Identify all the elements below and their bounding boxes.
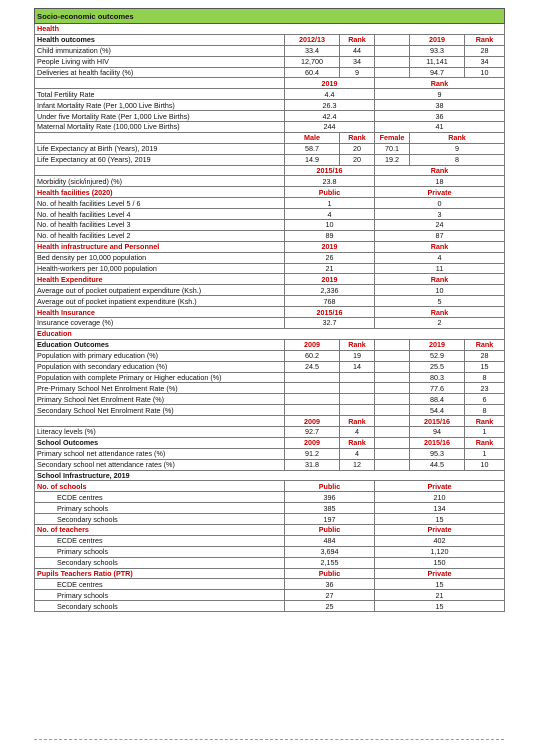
table-row [35,514,505,525]
table-row [35,590,505,601]
value-cell: 385 [285,503,375,514]
column-header-row [35,339,505,350]
column-header-row [35,437,505,448]
table-row [35,285,505,296]
value-cell: 25 [285,601,375,612]
value-cell: 15 [375,601,505,612]
row-label: Population with primary education (%) [35,350,285,361]
row-label: No. of health facilities Level 5 / 6 [35,198,285,209]
value-cell: 38 [375,100,505,111]
row-label: People Living with HIV [35,56,285,67]
row-label: Deliveries at health facility (%) [35,67,285,78]
value-cell: 41 [375,122,505,133]
table-title: Socio-economic outcomes [35,9,505,24]
row-label: Maternal Mortality Rate (100,000 Live Births) [35,122,285,133]
table-row [35,394,505,405]
row-label: No. of health facilities Level 4 [35,209,285,220]
column-header: Rank [465,339,505,350]
value-cell: 77.6 [410,383,465,394]
column-header: Public [285,524,375,535]
value-cell: 11 [375,263,505,274]
table-row [35,383,505,394]
column-header-row [35,78,505,89]
value-cell [375,448,410,459]
table-row [35,492,505,503]
table-row [35,230,505,241]
row-label: No. of schools [35,481,285,492]
value-cell: 26 [285,252,375,263]
row-label: Population with complete Primary or Higher education (%) [35,372,285,383]
value-cell: 134 [375,503,505,514]
table-row [35,405,505,416]
value-cell [375,405,410,416]
value-cell: 27 [285,590,375,601]
column-header: 2015/16 [410,416,465,427]
table-row [35,122,505,133]
section-heading-row [35,328,505,339]
table-row [35,448,505,459]
column-header: Rank [375,274,505,285]
table-row [35,45,505,56]
row-label: Life Expectancy at Birth (Years), 2019 [35,143,285,154]
value-cell [375,383,410,394]
row-label: Health facilities (2020) [35,187,285,198]
table-row [35,361,505,372]
table-row [35,426,505,437]
column-header: 2012/13 [285,34,340,45]
row-label: Insurance coverage (%) [35,318,285,329]
column-header-row [35,416,505,427]
value-cell [375,459,410,470]
value-cell: 2 [375,318,505,329]
row-label: Infant Mortality Rate (Per 1,000 Live Births) [35,100,285,111]
column-header: 2019 [285,241,375,252]
subsection-heading: School Infrastructure, 2019 [35,470,505,481]
row-label: Health-workers per 10,000 population [35,263,285,274]
value-cell: 58.7 [285,143,340,154]
row-label: ECDE centres [35,535,285,546]
column-header: Rank [375,165,505,176]
value-cell: 36 [285,579,375,590]
table-row [35,372,505,383]
column-header: Public [285,568,375,579]
table-row [35,252,505,263]
row-label: Primary schools [35,590,285,601]
column-header: Rank [375,78,505,89]
value-cell: 1 [465,426,505,437]
column-header: 2015/16 [285,307,375,318]
value-cell: 34 [465,56,505,67]
column-header-row [35,187,505,198]
value-cell: 12,700 [285,56,340,67]
table-row [35,56,505,67]
value-cell: 396 [285,492,375,503]
column-header: Male [285,132,340,143]
value-cell: 3 [375,209,505,220]
value-cell [285,383,340,394]
value-cell: 26.3 [285,100,375,111]
row-label: Primary school net attendance rates (%) [35,448,285,459]
value-cell: 94 [410,426,465,437]
column-header: Female [375,132,410,143]
column-header-row [35,241,505,252]
value-cell: 88.4 [410,394,465,405]
column-header-row [35,524,505,535]
value-cell: 1 [285,198,375,209]
table-row [35,143,505,154]
value-cell [375,350,410,361]
value-cell: 15 [375,579,505,590]
value-cell [375,426,410,437]
row-label: Bed density per 10,000 population [35,252,285,263]
column-header: Public [285,481,375,492]
row-label: No. of health facilities Level 2 [35,230,285,241]
column-header: Private [375,481,505,492]
column-header-row [35,132,505,143]
table-row [35,263,505,274]
value-cell: 28 [465,45,505,56]
table-row [35,209,505,220]
value-cell: 93.3 [410,45,465,56]
value-cell: 4 [340,448,375,459]
table-row [35,154,505,165]
row-label [35,78,285,89]
row-label: Child immunization (%) [35,45,285,56]
column-header: Rank [340,339,375,350]
column-header-row [35,307,505,318]
column-header: 2009 [285,416,340,427]
column-header: 2019 [285,78,375,89]
value-cell: 4.4 [285,89,375,100]
row-label: No. of teachers [35,524,285,535]
column-header: Rank [465,437,505,448]
value-cell: 89 [285,230,375,241]
value-cell: 20 [340,143,375,154]
column-header: Rank [375,307,505,318]
value-cell [285,394,340,405]
value-cell: 6 [465,394,505,405]
row-label: Pre-Primary School Net Enrolment Rate (%) [35,383,285,394]
row-label [35,132,285,143]
section-heading-row [35,24,505,35]
row-label: Health outcomes [35,34,285,45]
row-label: Primary schools [35,503,285,514]
value-cell: 42.4 [285,111,375,122]
table-row [35,535,505,546]
column-header: Rank [340,437,375,448]
value-cell: 3,694 [285,546,375,557]
value-cell: 28 [465,350,505,361]
table-row [35,503,505,514]
column-header [375,437,410,448]
row-label: Pupils Teachers Ratio (PTR) [35,568,285,579]
table-row [35,350,505,361]
value-cell: 70.1 [375,143,410,154]
socio-economic-table [34,8,505,612]
value-cell [340,394,375,405]
value-cell [375,372,410,383]
value-cell: 197 [285,514,375,525]
row-label: Primary schools [35,546,285,557]
row-label: Under five Mortality Rate (Per 1,000 Live Births) [35,111,285,122]
column-header: Private [375,568,505,579]
value-cell [375,56,410,67]
column-header: 2009 [285,339,340,350]
value-cell: 52.9 [410,350,465,361]
row-label: ECDE centres [35,492,285,503]
row-label: Primary School Net Enrolment Rate (%) [35,394,285,405]
table-row [35,220,505,231]
value-cell: 11,141 [410,56,465,67]
value-cell: 14.9 [285,154,340,165]
value-cell: 8 [465,405,505,416]
value-cell: 31.8 [285,459,340,470]
column-header: Private [375,187,505,198]
column-header [375,416,410,427]
column-header: 2015/16 [285,165,375,176]
value-cell: 4 [340,426,375,437]
value-cell: 12 [340,459,375,470]
column-header: Rank [375,241,505,252]
value-cell: 10 [465,459,505,470]
row-label: Literacy levels (%) [35,426,285,437]
value-cell: 36 [375,111,505,122]
value-cell: 244 [285,122,375,133]
row-label: No. of health facilities Level 3 [35,220,285,231]
column-header: Rank [340,132,375,143]
row-label: Secondary schools [35,514,285,525]
row-label: Secondary school net attendance rates (%) [35,459,285,470]
value-cell: 14 [340,361,375,372]
row-label: Education Outcomes [35,339,285,350]
value-cell [285,372,340,383]
row-label: Life Expectancy at 60 (Years), 2019 [35,154,285,165]
column-header: Rank [465,34,505,45]
table-row [35,546,505,557]
value-cell: 20 [340,154,375,165]
value-cell: 24.5 [285,361,340,372]
value-cell: 9 [375,89,505,100]
value-cell: 23 [465,383,505,394]
column-header-row [35,165,505,176]
value-cell: 21 [285,263,375,274]
value-cell [340,383,375,394]
value-cell: 21 [375,590,505,601]
section-heading: Health [35,24,505,35]
table-row [35,176,505,187]
value-cell: 402 [375,535,505,546]
value-cell: 54.4 [410,405,465,416]
table-row [35,579,505,590]
value-cell: 92.7 [285,426,340,437]
column-header-row [35,274,505,285]
row-label: Population with secondary education (%) [35,361,285,372]
table-row [35,318,505,329]
value-cell: 4 [375,252,505,263]
row-label: School Outcomes [35,437,285,448]
column-header: 2019 [285,274,375,285]
value-cell: 60.2 [285,350,340,361]
value-cell: 33.4 [285,45,340,56]
table-body [35,9,505,612]
value-cell: 95.3 [410,448,465,459]
value-cell: 87 [375,230,505,241]
section-heading: Education [35,328,505,339]
value-cell: 91.2 [285,448,340,459]
table-row [35,100,505,111]
value-cell [375,67,410,78]
subsection-heading-row [35,470,505,481]
value-cell: 768 [285,296,375,307]
table-row [35,601,505,612]
row-label: Health infrastructure and Personnel [35,241,285,252]
column-header-row [35,34,505,45]
table-row [35,111,505,122]
value-cell: 15 [375,514,505,525]
value-cell: 44 [340,45,375,56]
value-cell: 19.2 [375,154,410,165]
value-cell: 15 [465,361,505,372]
column-header-row [35,481,505,492]
value-cell: 10 [375,285,505,296]
page-footer-divider [34,739,504,740]
value-cell: 2,155 [285,557,375,568]
value-cell: 60.4 [285,67,340,78]
value-cell: 150 [375,557,505,568]
column-header [375,339,410,350]
socio-economic-table-sheet [34,8,504,612]
table-row [35,198,505,209]
value-cell [375,394,410,405]
table-row [35,459,505,470]
column-header: Rank [465,416,505,427]
row-label: Secondary schools [35,557,285,568]
table-row [35,296,505,307]
row-label: Average out of pocket inpatient expenditure (Ksh.) [35,296,285,307]
value-cell: 8 [465,372,505,383]
value-cell: 10 [285,220,375,231]
value-cell: 23.8 [285,176,375,187]
row-label: Morbidity (sick/injured) (%) [35,176,285,187]
row-label [35,416,285,427]
value-cell: 210 [375,492,505,503]
value-cell: 0 [375,198,505,209]
column-header: 2019 [410,339,465,350]
value-cell: 34 [340,56,375,67]
column-header: Private [375,524,505,535]
value-cell: 19 [340,350,375,361]
row-label: Total Fertility Rate [35,89,285,100]
column-header: Rank [410,132,505,143]
row-label [35,165,285,176]
row-label: Health Expenditure [35,274,285,285]
row-label: Health Insurance [35,307,285,318]
value-cell: 2,336 [285,285,375,296]
value-cell [340,405,375,416]
column-header: 2015/16 [410,437,465,448]
table-row [35,557,505,568]
title-row [35,9,505,24]
value-cell: 8 [410,154,505,165]
value-cell [375,45,410,56]
table-row [35,67,505,78]
value-cell: 44.5 [410,459,465,470]
value-cell: 80.3 [410,372,465,383]
column-header: Rank [340,34,375,45]
value-cell: 1 [465,448,505,459]
value-cell: 32.7 [285,318,375,329]
value-cell: 4 [285,209,375,220]
table-row [35,89,505,100]
column-header: Public [285,187,375,198]
value-cell: 1,120 [375,546,505,557]
value-cell: 18 [375,176,505,187]
row-label: Secondary School Net Enrolment Rate (%) [35,405,285,416]
value-cell: 25.5 [410,361,465,372]
value-cell: 10 [465,67,505,78]
column-header: 2009 [285,437,340,448]
column-header: Rank [340,416,375,427]
column-header: 2019 [410,34,465,45]
value-cell: 484 [285,535,375,546]
column-header [375,34,410,45]
value-cell: 24 [375,220,505,231]
value-cell: 5 [375,296,505,307]
row-label: ECDE centres [35,579,285,590]
row-label: Average out of pocket outpatient expenditure (Ksh.) [35,285,285,296]
value-cell [340,372,375,383]
value-cell: 94.7 [410,67,465,78]
value-cell: 9 [410,143,505,154]
value-cell [285,405,340,416]
row-label: Secondary schools [35,601,285,612]
column-header-row [35,568,505,579]
value-cell: 9 [340,67,375,78]
value-cell [375,361,410,372]
